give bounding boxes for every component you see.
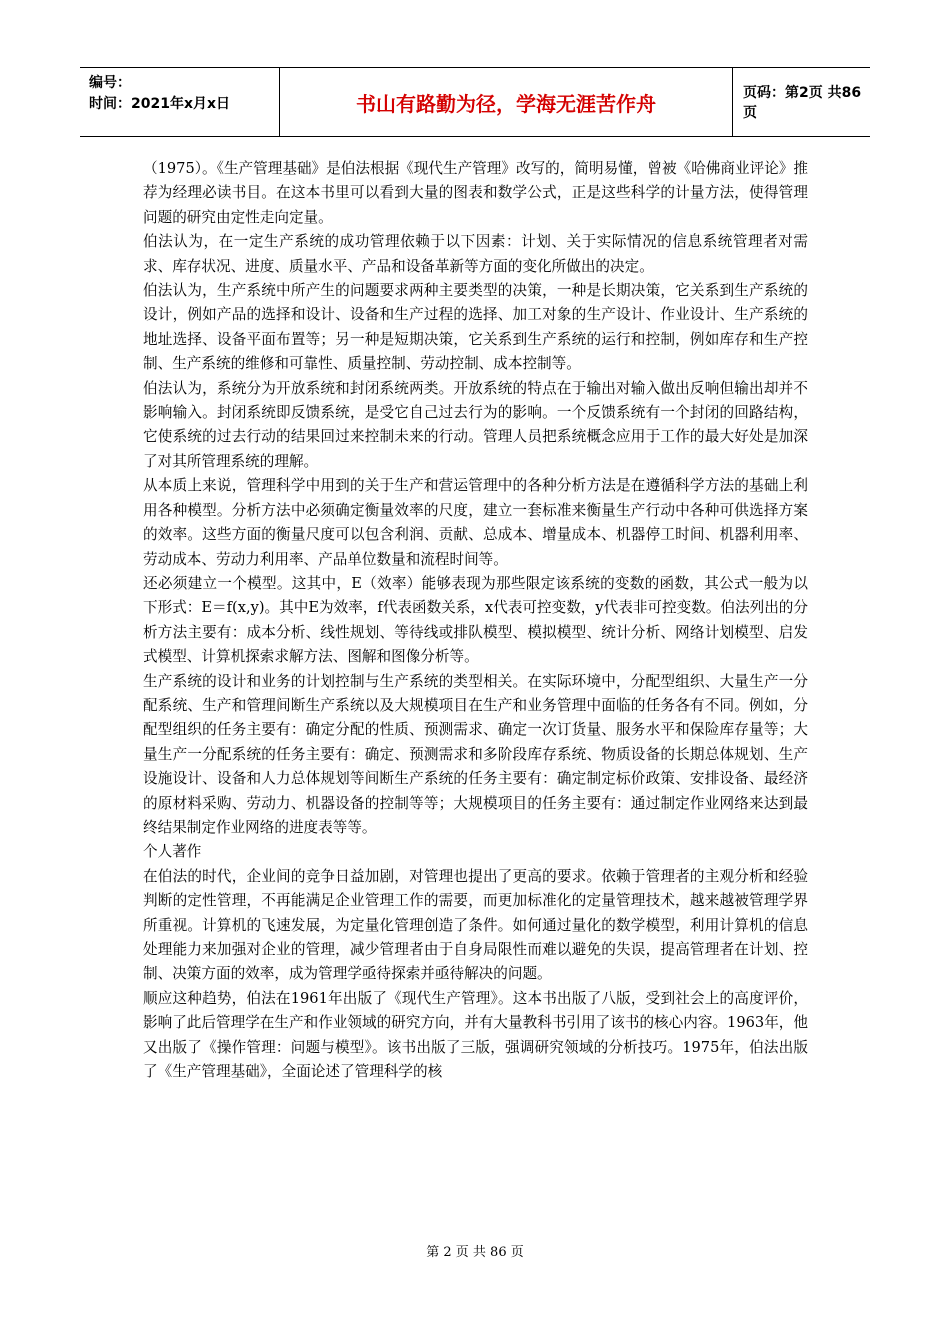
document-number-label: 编号： — [89, 75, 131, 91]
body-paragraph: 生产系统的设计和业务的计划控制与生产系统的类型相关。在实际环境中，分配型组织、大量生产一分配系统、生产和管理间断生产系统以及大规模项目在生产和业务管理中面临的任务各有不同。例如，分配型组织的任务主要有：确定分配的性质、预测需求、确定一次订货量、服务水平和保险库存量等；大量生产一分配系统的任务主要有：确定、预测需求和多阶段库存系统、物质设备的长期总体规划、生产设施设计、设备和人力总体规划等间断生产系统的任务主要有：确定制定标价政策、安排设备、最经济的原材料采购、劳动力、机器设备的控制等等；大规模项目的任务主要有：通过制定作业网络来达到最终结果制定作业网络的进度表等等。 — [143, 672, 808, 836]
body-paragraph: 伯法认为，在一定生产系统的成功管理依赖于以下因素：计划、关于实际情况的信息系统管理者对需求、库存状况、进度、质量水平、产品和设备革新等方面的变化所做出的决定。 — [143, 233, 808, 275]
document-body — [143, 157, 808, 1084]
body-paragraph: 顺应这种趋势，伯法在1961年出版了《现代生产管理》。这本书出版了八版，受到社会上的高度评价，影响了此后管理学在生产和作业领域的研究方向，并有大量教科书引用了该书的核心内容。1963年，他又出版了《操作管理：问题与模型》。该书出版了三版，强调研究领域的分析技巧。1975年，伯法出版了《生产管理基础》，全面论述了管理科学的核 — [143, 989, 808, 1081]
header-motto-cell — [280, 68, 733, 136]
document-date-label: 时间：2021年x月x日 — [89, 96, 231, 112]
body-paragraph: 从本质上来说，管理科学中用到的关于生产和营运管理中的各种分析方法是在遵循科学方法的基础上利用各种模型。分析方法中必须确定衡量效率的尺度，建立一套标准来衡量生产行动中各种可供选择方案的效率。这些方面的衡量尺度可以包含利润、贡献、总成本、增量成本、机器停工时间、机器利用率、劳动成本、劳动力利用率、产品单位数量和流程时间等。 — [143, 477, 808, 568]
header-page-label: 页码：第2页 共86页 — [743, 85, 862, 121]
body-paragraph: 伯法认为，生产系统中所产生的问题要求两种主要类型的决策，一种是长期决策，它关系到生产系统的设计，例如产品的选择和设计、设备和生产过程的选择、加工对象的生产设计、作业设计、生产系统的地址选择、设备平面布置等；另一种是短期决策，它关系到生产系统的运行和控制，例如库存和生产控制、生产系统的维修和可靠性、质量控制、劳动控制、成本控制等。 — [143, 282, 808, 373]
body-paragraph: 伯法认为，系统分为开放系统和封闭系统两类。开放系统的特点在于输出对输入做出反响但输出却并不影响输入。封闭系统即反馈系统，是受它自己过去行为的影响。一个反馈系统有一个封闭的回路结构，它使系统的过去行动的结果回过来控制未来的行动。管理人员把系统概念应用于工作的最大好处是加深了对其所管理系统的理解。 — [143, 379, 808, 470]
body-paragraph: 在伯法的时代，企业间的竞争日益加剧，对管理也提出了更高的要求。依赖于管理者的主观分析和经验判断的定性管理，不再能满足企业管理工作的需要，而更加标准化的定量管理技术，越来越被管理学界所重视。计算机的飞速发展，为定量化管理创造了条件。如何通过量化的数学模型，利用计算机的信息处理能力来加强对企业的管理，减少管理者由于自身局限性而难以避免的失误，提高管理者在计划、控制、决策方面的效率，成为管理学亟待探索并亟待解决的问题。 — [143, 867, 808, 983]
body-paragraph: 还必须建立一个模型。这其中，E（效率）能够表现为那些限定该系统的变数的函数，其公式一般为以下形式：E＝f(x,y)。其中E为效率，f代表函数关系，x代表可控变数，y代表非可控变数。伯法列出的分析方法主要有：成本分析、线性规划、等待线或排队模型、模拟模型、统计分析、网络计划模型、启发式模型、计算机探索求解方法、图解和图像分析等。 — [143, 574, 808, 666]
page-footer: 第 2 页 共 86 页 — [426, 1245, 524, 1260]
document-header — [80, 67, 870, 137]
header-page-cell — [733, 68, 870, 136]
header-meta-cell — [80, 68, 280, 136]
section-heading: 个人著作 — [143, 843, 202, 861]
header-motto: 书山有路勤为径，学海无涯苦作舟 — [356, 91, 656, 116]
body-paragraph: （1975）。《生产管理基础》是伯法根据《现代生产管理》改写的，简明易懂，曾被《哈佛商业评论》推荐为经理必读书目。在这本书里可以看到大量的图表和数学公式，正是这些科学的计量方法，使得管理问题的研究由定性走向定量。 — [143, 160, 808, 226]
